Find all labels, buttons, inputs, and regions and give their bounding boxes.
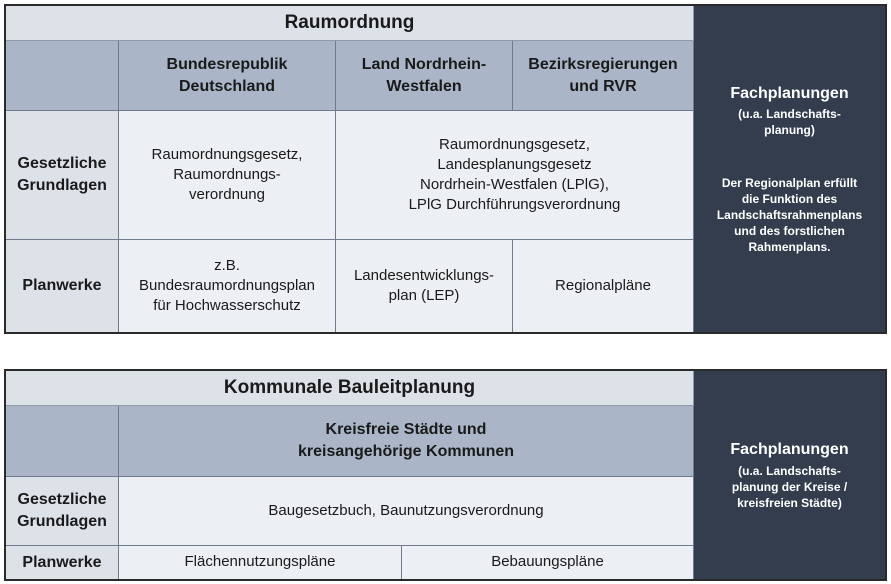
corner-cell — [6, 406, 119, 477]
row-header-gesetzliche-grundlagen: Gesetzliche Grundlagen — [6, 111, 119, 240]
corner-cell — [6, 41, 119, 111]
fachplanungen-note: Der Regionalplan erfüllt die Funktion des Landschaftsrahmenplans und des forstlichen Rahmenplans. — [716, 175, 863, 255]
column-header-bezirk: Bezirksregierungen und RVR — [513, 41, 694, 111]
fachplanungen-panel — [694, 6, 885, 332]
fachplanungen-subtitle: (u.a. Landschafts- planung) — [738, 107, 841, 138]
bauleitplanung-table — [4, 369, 887, 581]
fachplanungen-title: Fachplanungen — [730, 84, 849, 102]
cell-kommunen-grundlagen: Baugesetzbuch, Baunutzungsverordnung — [119, 477, 694, 546]
cell-flaechennutzungsplaene: Flächennutzungspläne — [119, 546, 402, 579]
fachplanungen-subtitle: (u.a. Landschafts- planung der Kreise / kreisfreien Städte) — [731, 463, 848, 510]
raumordnung-title: Raumordnung — [6, 6, 694, 41]
fachplanungen-title: Fachplanungen — [730, 440, 849, 458]
row-header-planwerke: Planwerke — [6, 546, 119, 579]
fachplanungen-panel — [694, 371, 885, 579]
row-header-gesetzliche-grundlagen: Gesetzliche Grundlagen — [6, 477, 119, 546]
cell-land-bezirk-grundlagen: Raumordnungsgesetz, Landesplanungsgesetz Nordrhein-Westfalen (LPlG), LPlG Durchführungsverordnung — [336, 111, 694, 240]
cell-bebauungsplaene: Bebauungspläne — [402, 546, 694, 579]
cell-land-planwerke: Landesentwicklungs- plan (LEP) — [336, 240, 513, 332]
column-header-land: Land Nordrhein- Westfalen — [336, 41, 513, 111]
column-header-bund: Bundesrepublik Deutschland — [119, 41, 336, 111]
bauleitplanung-title: Kommunale Bauleitplanung — [6, 371, 694, 406]
cell-bund-planwerke: z.B. Bundesraumordnungsplan für Hochwasserschutz — [119, 240, 336, 332]
cell-bund-grundlagen: Raumordnungsgesetz, Raumordnungs- verordnung — [119, 111, 336, 240]
cell-bezirk-planwerke: Regionalpläne — [513, 240, 694, 332]
raumordnung-table — [4, 4, 887, 334]
column-header-kommunen: Kreisfreie Städte und kreisangehörige Kommunen — [119, 406, 694, 477]
row-header-planwerke: Planwerke — [6, 240, 119, 332]
